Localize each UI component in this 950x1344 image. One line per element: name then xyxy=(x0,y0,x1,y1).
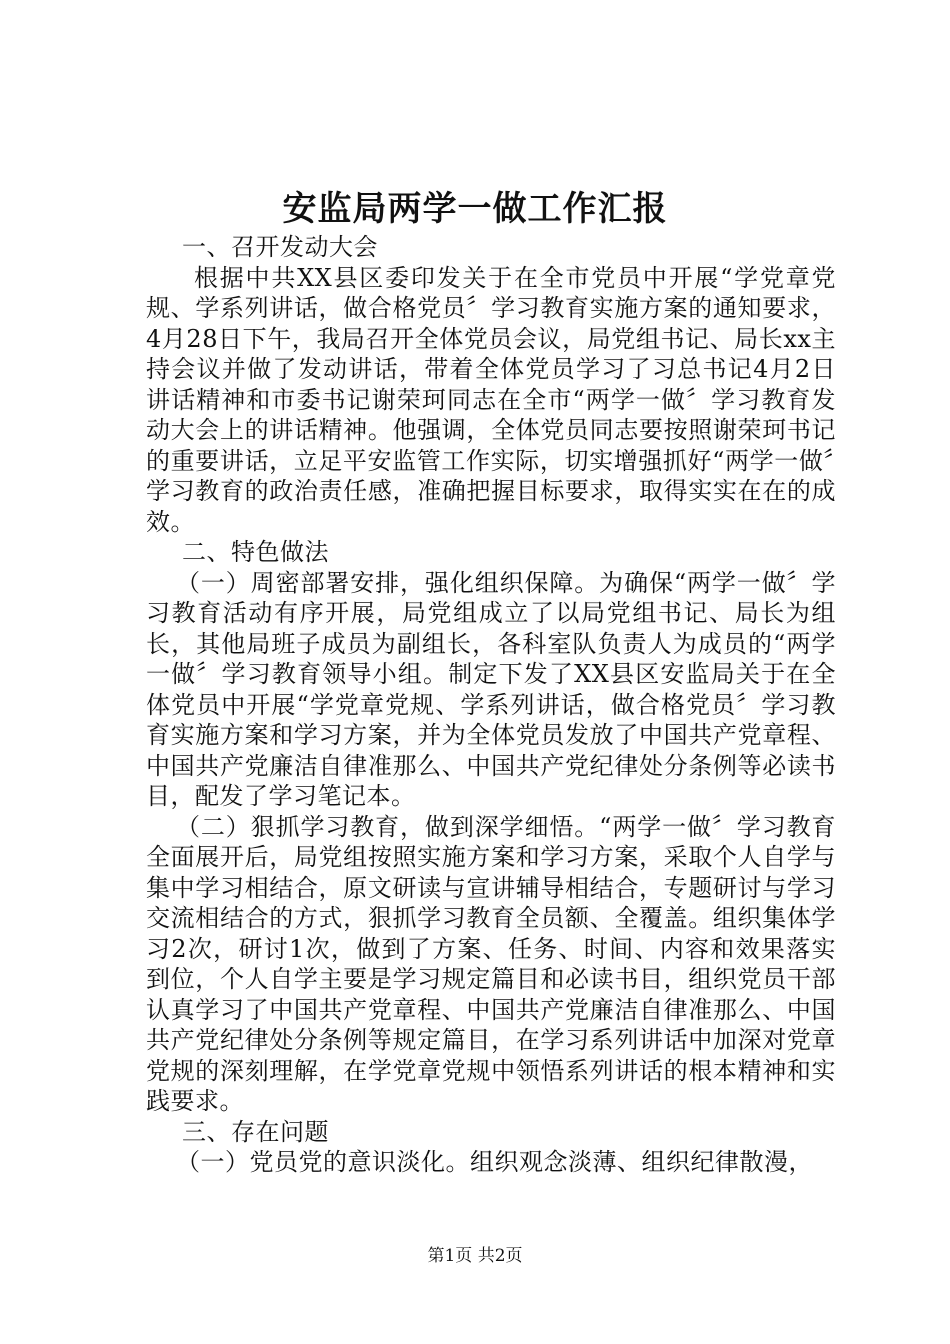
document-title: 安监局两学一做工作汇报 xyxy=(282,189,668,229)
subsection-paragraph-2: （二）狠抓学习教育，做到深学细悟。“两学一做〞学习教育全面展开后，局党组按照实施方案和学习方案，采取个人自学与集中学习相结合，原文研读与宣讲辅导相结合，专题研讨与学习交流相结合的方式，狠抓学习教育全员额、全覆盖。组织集体学习2次，研讨1次，做到了方案、任务、时间、内容和效果落实到位，个人自学主要是学习规定篇目和必读书目，组织党员干部认真学习了中国共产党章程、中国共产党廉洁自律准那么、中国共产党纪律处分条例等规定篇目，在学习系列讲话中加深对党章党规的深刻理解，在学党章党规中领悟系列讲话的根本精神和实践要求。 xyxy=(146,812,836,1115)
section-heading-2: 二、特色做法 xyxy=(182,538,329,566)
subsection-paragraph-1: （一）周密部署安排，强化组织保障。为确保“两学一做〞学习教育活动有序开展，局党组成立了以局党组书记、局长为组长，其他局班子成员为副组长，各科室队负责人为成员的“两学一做〞学习教育领导小组。制定下发了XX县区安监局关于在全体党员中开展“学党章党规、学系列讲话，做合格党员〞学习教育实施方案和学习方案，并为全体党员发放了中国共产党章程、中国共产党廉洁自律准那么、中国共产党纪律处分条例等必读书目，配发了学习笔记本。 xyxy=(146,568,836,810)
document-body xyxy=(146,232,836,1178)
section-heading-1: 一、召开发动大会 xyxy=(182,233,378,261)
page-footer: 第1页 共2页 xyxy=(427,1246,523,1266)
subsection-paragraph-3: （一）党员党的意识淡化。组织观念淡薄、组织纪律散漫， xyxy=(176,1148,813,1176)
section-heading-3: 三、存在问题 xyxy=(182,1117,329,1146)
body-paragraph-1: 根据中共XX县区委印发关于在全市党员中开展“学党章党规、学系列讲话，做合格党员〞学习教育实施方案的通知要求，4月28日下午，我局召开全体党员会议，局党组书记、局长xx主持会议并做了发动讲话，带着全体党员学习了习总书记4月2日讲话精神和市委书记谢荣珂同志在全市“两学一做〞学习教育发动大会上的讲话精神。他强调，全体党员同志要按照谢荣珂书记的重要讲话，立足平安监管工作实际，切实增强抓好“两学一做〞学习教育的政治责任感，准确把握目标要求，取得实实在在的成效。 xyxy=(146,263,836,536)
